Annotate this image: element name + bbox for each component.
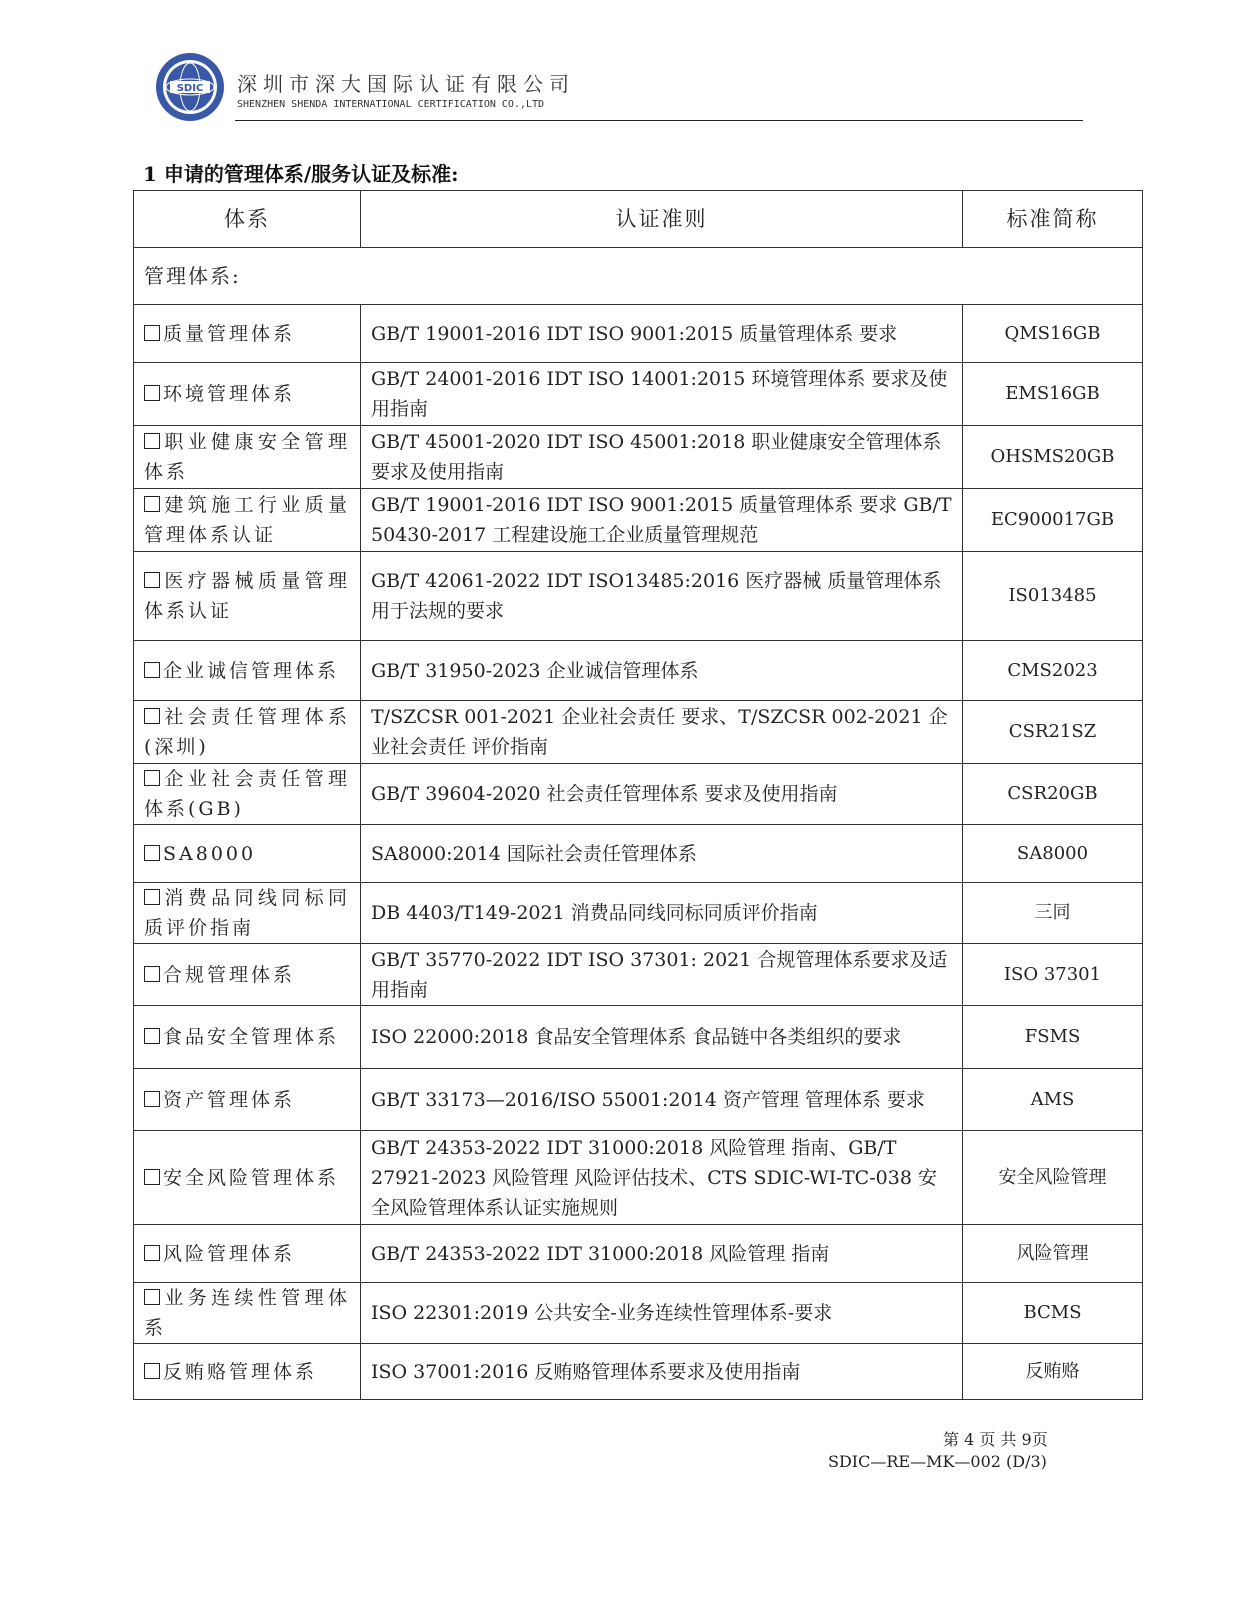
abbreviation-cell: OHSMS20GB xyxy=(963,426,1143,489)
checkbox[interactable] xyxy=(144,1245,160,1261)
abbreviation-cell: 安全风险管理 xyxy=(963,1131,1143,1225)
table-row xyxy=(134,1225,1143,1283)
group-label: 管理体系: xyxy=(134,248,1143,305)
table-row xyxy=(134,1344,1143,1400)
checkbox[interactable] xyxy=(144,1028,160,1044)
checkbox[interactable] xyxy=(144,770,160,786)
system-name: 安全风险管理体系 xyxy=(163,1166,340,1189)
system-cell xyxy=(134,944,361,1006)
form-code: SDIC—RE—MK—002 (D/3) xyxy=(828,1452,1047,1471)
system-cell xyxy=(134,883,361,944)
abbreviation-cell: BCMS xyxy=(963,1283,1143,1344)
system-cell xyxy=(134,1131,361,1225)
checkbox[interactable] xyxy=(144,496,160,512)
checkbox[interactable] xyxy=(144,662,160,678)
abbreviation-cell: 三同 xyxy=(963,883,1143,944)
table-header-row xyxy=(134,191,1143,248)
header-standard: 认证准则 xyxy=(361,191,963,248)
system-name: 消费品同线同标同质评价指南 xyxy=(144,887,350,939)
standard-cell: GB/T 19001-2016 IDT ISO 9001:2015 质量管理体系 要求 xyxy=(361,305,963,363)
page-header xyxy=(155,52,1085,124)
standard-cell: GB/T 24001-2016 IDT ISO 14001:2015 环境管理体系 要求及使用指南 xyxy=(361,363,963,426)
system-cell xyxy=(134,1069,361,1131)
system-cell xyxy=(134,1283,361,1344)
standard-cell: GB/T 24353-2022 IDT 31000:2018 风险管理 指南、GB/T 27921-2023 风险管理 风险评估技术、CTS SDIC-WI-TC-038 安全风险管理体系认证实施规则 xyxy=(361,1131,963,1225)
header-divider xyxy=(235,120,1083,121)
svg-text:SDIC: SDIC xyxy=(176,83,204,94)
checkbox[interactable] xyxy=(144,1091,160,1107)
abbreviation-cell: EC900017GB xyxy=(963,489,1143,552)
system-cell xyxy=(134,552,361,641)
company-name-cn: 深圳市深大国际认证有限公司 xyxy=(237,72,575,96)
system-name: 社会责任管理体系(深圳) xyxy=(144,706,350,758)
table-row xyxy=(134,701,1143,764)
checkbox[interactable] xyxy=(144,325,160,341)
header-abbreviation: 标准简称 xyxy=(963,191,1143,248)
abbreviation-cell: CMS2023 xyxy=(963,641,1143,701)
standard-cell: GB/T 31950-2023 企业诚信管理体系 xyxy=(361,641,963,701)
checkbox[interactable] xyxy=(144,708,160,724)
standard-cell: T/SZCSR 001-2021 企业社会责任 要求、T/SZCSR 002-2021 企业社会责任 评价指南 xyxy=(361,701,963,764)
standard-cell: ISO 22301:2019 公共安全-业务连续性管理体系-要求 xyxy=(361,1283,963,1344)
table-row xyxy=(134,363,1143,426)
system-cell xyxy=(134,641,361,701)
table-row xyxy=(134,1006,1143,1069)
table-row xyxy=(134,305,1143,363)
standard-cell: GB/T 45001-2020 IDT ISO 45001:2018 职业健康安全管理体系 要求及使用指南 xyxy=(361,426,963,489)
standard-cell: GB/T 35770-2022 IDT ISO 37301: 2021 合规管理体系要求及适用指南 xyxy=(361,944,963,1006)
system-name: 企业社会责任管理体系(GB) xyxy=(144,768,350,820)
standard-cell: GB/T 42061-2022 IDT ISO13485:2016 医疗器械 质量管理体系用于法规的要求 xyxy=(361,552,963,641)
abbreviation-cell: ISO 37301 xyxy=(963,944,1143,1006)
table-row xyxy=(134,552,1143,641)
system-name: 业务连续性管理体系 xyxy=(144,1287,350,1339)
checkbox[interactable] xyxy=(144,889,160,905)
certification-table xyxy=(133,190,1143,1400)
table-row xyxy=(134,489,1143,552)
system-name: 医疗器械质量管理体系认证 xyxy=(144,570,350,622)
table-row xyxy=(134,883,1143,944)
checkbox[interactable] xyxy=(144,433,160,449)
standard-cell: SA8000:2014 国际社会责任管理体系 xyxy=(361,825,963,883)
abbreviation-cell: IS013485 xyxy=(963,552,1143,641)
system-cell xyxy=(134,1344,361,1400)
header-system: 体系 xyxy=(134,191,361,248)
system-name: 食品安全管理体系 xyxy=(163,1026,340,1048)
company-name-en: SHENZHEN SHENDA INTERNATIONAL CERTIFICATION CO.,LTD xyxy=(237,99,545,110)
system-cell xyxy=(134,1225,361,1283)
abbreviation-cell: AMS xyxy=(963,1069,1143,1131)
system-name: 建筑施工行业质量管理体系认证 xyxy=(144,494,350,546)
table-row xyxy=(134,1283,1143,1344)
abbreviation-cell: QMS16GB xyxy=(963,305,1143,363)
table-row xyxy=(134,1069,1143,1131)
abbreviation-cell: CSR21SZ xyxy=(963,701,1143,764)
standard-cell: GB/T 24353-2022 IDT 31000:2018 风险管理 指南 xyxy=(361,1225,963,1283)
system-cell xyxy=(134,1006,361,1069)
system-cell xyxy=(134,701,361,764)
system-name: 资产管理体系 xyxy=(163,1088,296,1111)
checkbox[interactable] xyxy=(144,385,160,401)
page-number: 第 4 页 共 9页 xyxy=(943,1430,1048,1449)
checkbox[interactable] xyxy=(144,966,160,982)
abbreviation-cell: EMS16GB xyxy=(963,363,1143,426)
standard-cell: ISO 22000:2018 食品安全管理体系 食品链中各类组织的要求 xyxy=(361,1006,963,1069)
system-name: SA8000 xyxy=(163,842,257,865)
abbreviation-cell: FSMS xyxy=(963,1006,1143,1069)
section-title: 1 申请的管理体系/服务认证及标准: xyxy=(143,162,459,186)
system-name: 反贿赂管理体系 xyxy=(163,1360,318,1383)
sdic-logo xyxy=(155,52,225,122)
checkbox[interactable] xyxy=(144,1169,160,1185)
checkbox[interactable] xyxy=(144,845,160,861)
system-cell xyxy=(134,489,361,552)
table-row xyxy=(134,426,1143,489)
group-row xyxy=(134,248,1143,305)
checkbox[interactable] xyxy=(144,1289,160,1305)
system-name: 企业诚信管理体系 xyxy=(163,659,340,682)
system-cell xyxy=(134,363,361,426)
standard-cell: GB/T 33173—2016/ISO 55001:2014 资产管理 管理体系 要求 xyxy=(361,1069,963,1131)
system-name: 合规管理体系 xyxy=(163,963,296,986)
system-cell xyxy=(134,426,361,489)
table-row xyxy=(134,825,1143,883)
standard-cell: GB/T 19001-2016 IDT ISO 9001:2015 质量管理体系 要求 GB/T 50430-2017 工程建设施工企业质量管理规范 xyxy=(361,489,963,552)
system-cell xyxy=(134,764,361,825)
table-row xyxy=(134,1131,1143,1225)
abbreviation-cell: 反贿赂 xyxy=(963,1344,1143,1400)
table-row xyxy=(134,764,1143,825)
system-name: 质量管理体系 xyxy=(163,322,296,345)
system-name: 风险管理体系 xyxy=(163,1242,296,1265)
abbreviation-cell: CSR20GB xyxy=(963,764,1143,825)
system-name: 职业健康安全管理体系 xyxy=(144,431,350,483)
abbreviation-cell: SA8000 xyxy=(963,825,1143,883)
standard-cell: DB 4403/T149-2021 消费品同线同标同质评价指南 xyxy=(361,883,963,944)
system-name: 环境管理体系 xyxy=(163,383,296,405)
standard-cell: ISO 37001:2016 反贿赂管理体系要求及使用指南 xyxy=(361,1344,963,1400)
table-row xyxy=(134,944,1143,1006)
checkbox[interactable] xyxy=(144,1363,160,1379)
abbreviation-cell: 风险管理 xyxy=(963,1225,1143,1283)
system-cell xyxy=(134,825,361,883)
table-row xyxy=(134,641,1143,701)
standard-cell: GB/T 39604-2020 社会责任管理体系 要求及使用指南 xyxy=(361,764,963,825)
checkbox[interactable] xyxy=(144,572,160,588)
system-cell xyxy=(134,305,361,363)
